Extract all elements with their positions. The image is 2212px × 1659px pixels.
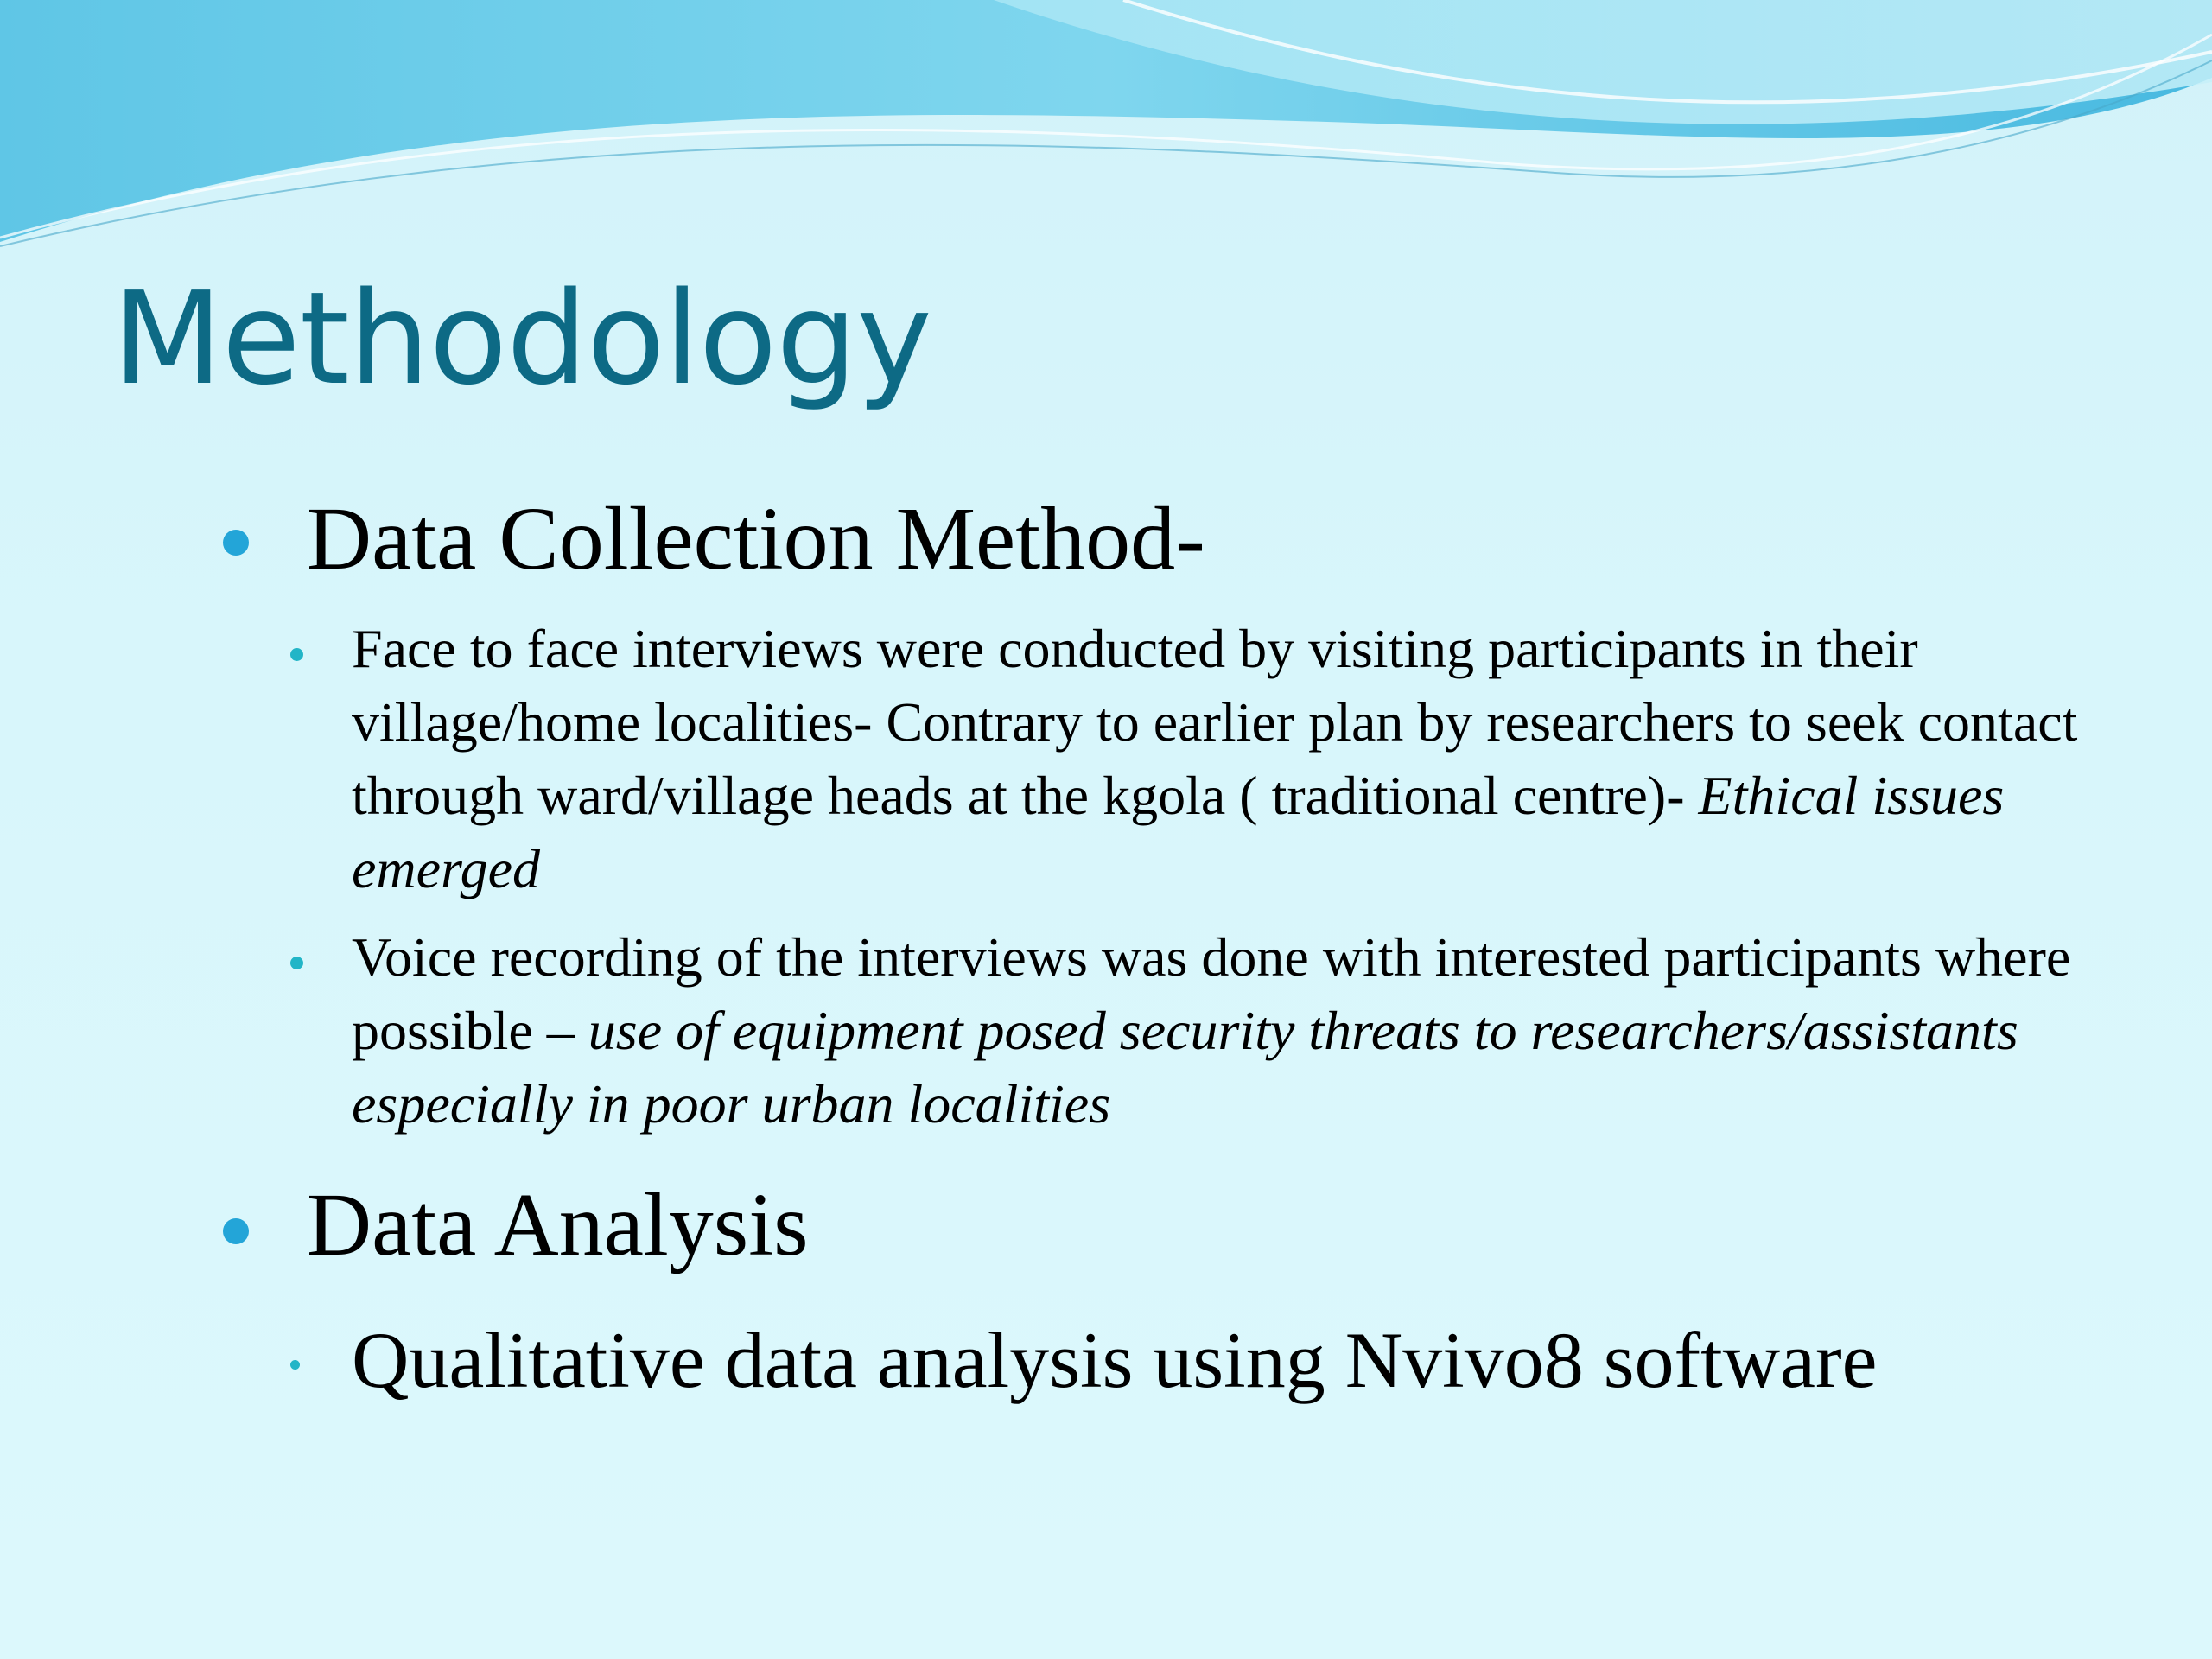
bullet-icon [223, 530, 249, 556]
section-heading-data-analysis: Data Analysis [307, 1175, 809, 1274]
slide-title: Methodology [112, 264, 931, 413]
point-text: Face to face interviews were conducted by visiting participants in their village/home localities- Contrary to earlier plan by researchers to seek contact through ward/village heads at the kgola ( traditional centre)- [352, 618, 2078, 826]
point-emphasis: Ethical issues emerged [352, 765, 2005, 899]
point-qualitative-analysis: Qualitative data analysis using Nvivo8 software [352, 1316, 1878, 1404]
point-face-to-face-interviews [352, 612, 2132, 906]
bullet-icon [223, 1218, 249, 1244]
point-voice-recording [352, 920, 2132, 1141]
point-text: Voice recording of the interviews was done with interested participants where possible – [352, 926, 2071, 1061]
bullet-icon [290, 648, 303, 661]
decorative-wave-banner [0, 0, 2212, 276]
bullet-icon [290, 957, 303, 969]
point-emphasis: use of equipment posed security threats to researchers/assistants especially in poor urban localities [352, 1000, 2018, 1135]
section-heading-data-collection: Data Collection Method- [307, 489, 1205, 588]
bullet-icon [290, 1360, 300, 1370]
